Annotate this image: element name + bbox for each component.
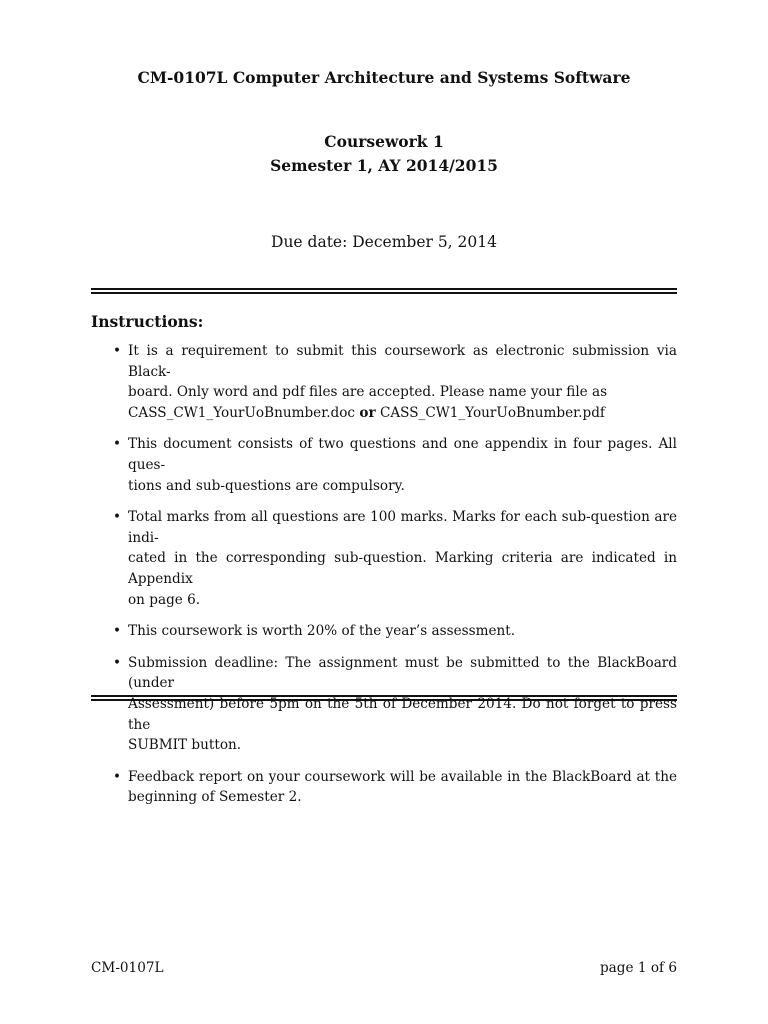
list-item: [91, 653, 677, 756]
item-line: board. Only word and pdf files are accepted. Please name your file as: [128, 384, 608, 401]
or-connector: or: [359, 404, 376, 421]
item-line: Submission deadline: The assignment must be submitted to the BlackBoard (under: [128, 654, 677, 692]
item-line: Feedback report on your coursework will be available in the BlackBoard at the: [128, 768, 677, 785]
item-line: tions and sub-questions are compulsory.: [128, 477, 405, 494]
instructions-heading: Instructions:: [91, 312, 204, 331]
bullet-icon: •: [113, 343, 122, 359]
bullet-icon: •: [113, 654, 122, 671]
filename-line: [128, 403, 677, 424]
coursework-title: Coursework 1: [324, 132, 444, 151]
filename-doc: CASS_CW1_YourUoBnumber.doc: [128, 404, 356, 421]
coursework-heading-block: [0, 130, 768, 178]
list-item: [91, 341, 677, 423]
item-line: It is a requirement to submit this coursework as electronic submission via Black-: [128, 343, 677, 380]
item-line: cated in the corresponding sub-question. Marking criteria are indicated in Appendix: [128, 550, 677, 587]
filename-pdf: CASS_CW1_YourUoBnumber.pdf: [379, 404, 605, 421]
list-item: [91, 434, 677, 496]
bullet-icon: •: [113, 768, 122, 785]
course-title: CM-0107L Computer Architecture and Systems Software: [137, 68, 631, 87]
due-date: Due date: December 5, 2014: [271, 233, 497, 251]
bullet-icon: •: [113, 623, 122, 640]
item-line: SUBMIT button.: [128, 737, 242, 754]
top-double-rule: [91, 288, 677, 294]
instructions-list: [91, 341, 677, 819]
footer-page-number: page 1 of 6: [599, 960, 677, 976]
item-line: This coursework is worth 20% of the year’s assessment.: [128, 623, 516, 640]
list-item: [91, 621, 677, 642]
list-item: [91, 767, 677, 808]
item-line: Total marks from all questions are 100 marks. Marks for each sub-question are indi-: [128, 509, 677, 546]
list-item: [91, 507, 677, 610]
item-line: This document consists of two questions and one appendix in four pages. All ques-: [128, 436, 677, 473]
item-line: beginning of Semester 2.: [128, 789, 302, 806]
bottom-double-rule: [91, 695, 677, 701]
bullet-icon: •: [113, 436, 122, 453]
bullet-icon: •: [113, 509, 122, 526]
item-line: on page 6.: [128, 591, 201, 608]
semester-label: Semester 1, AY 2014/2015: [270, 156, 498, 175]
footer-course-code: CM-0107L: [91, 960, 164, 976]
item-line: Assessment) before 5pm on the 5th of December 2014. Do not forget to press the: [128, 695, 677, 733]
